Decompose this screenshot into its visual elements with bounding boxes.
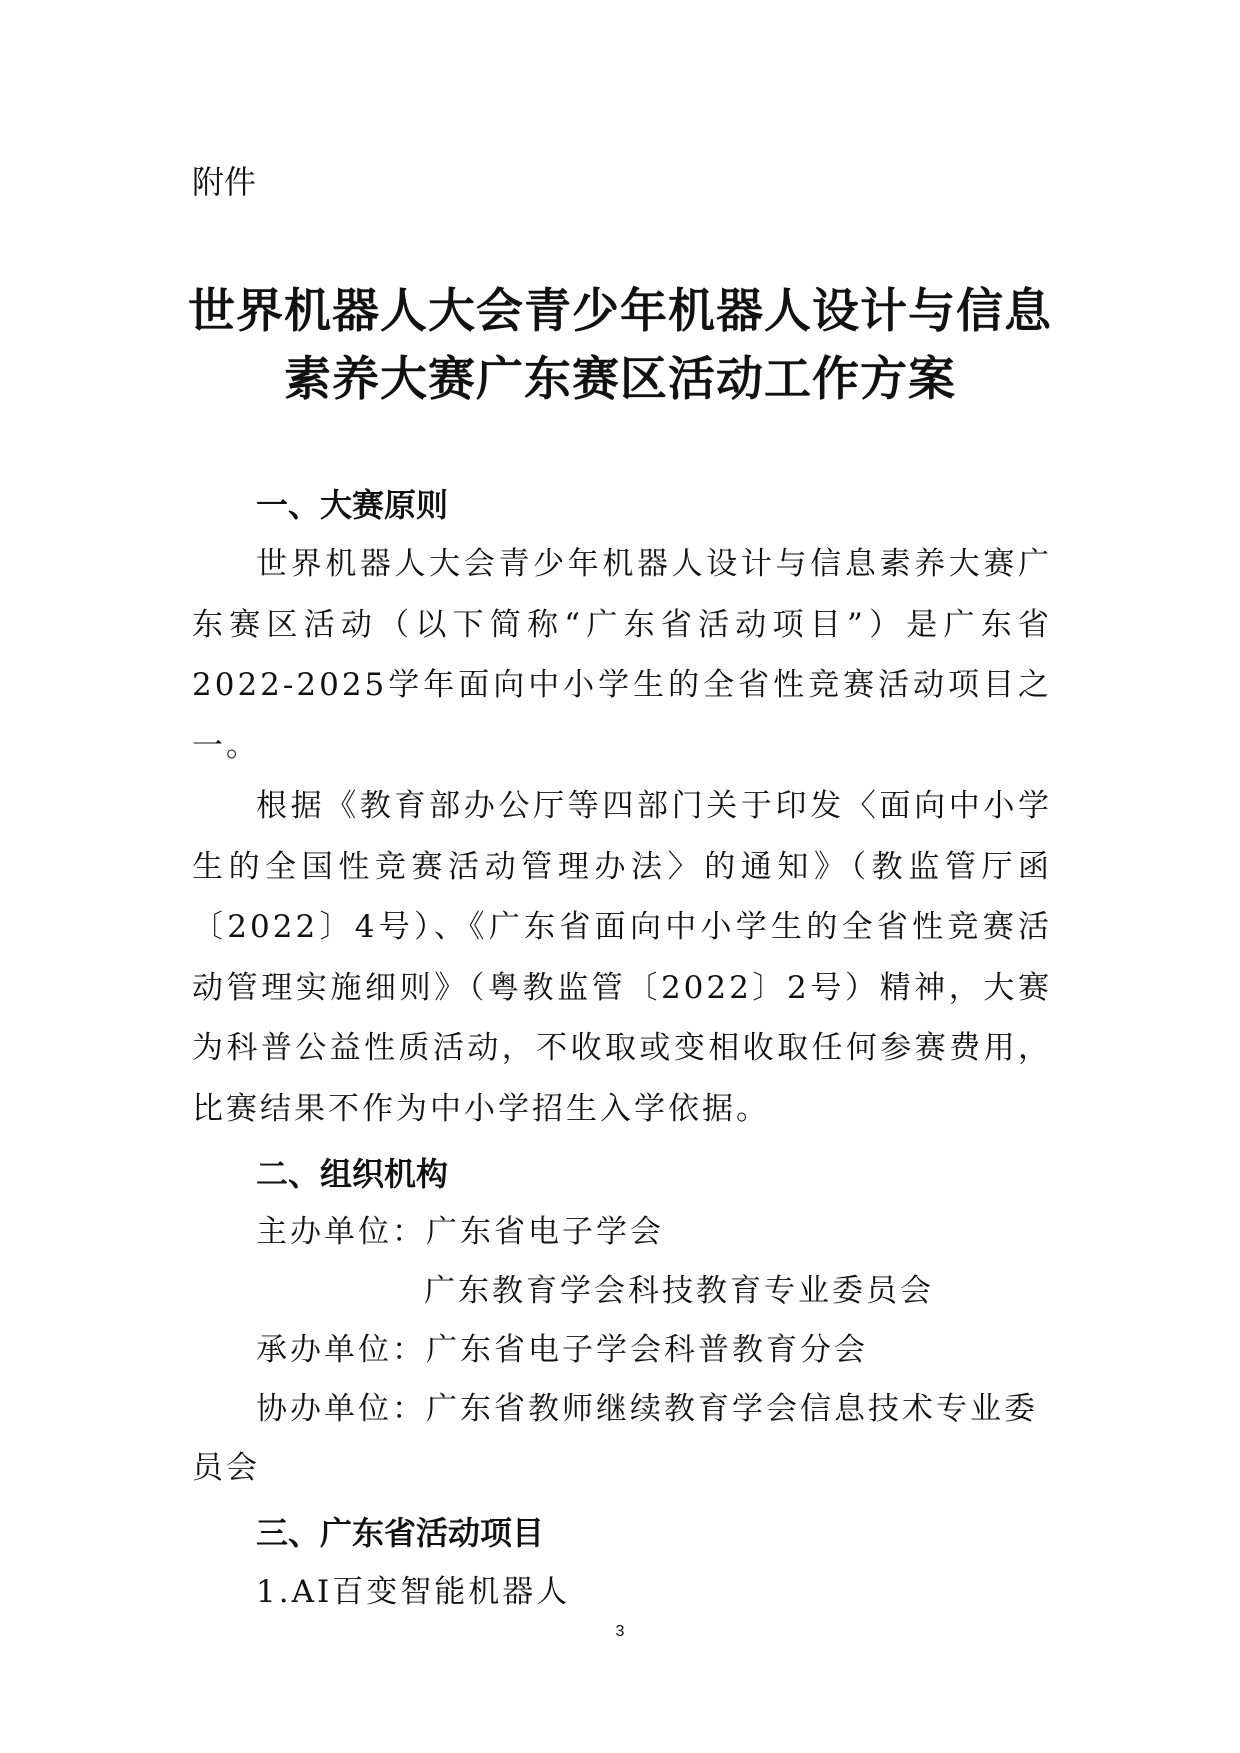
document-title-line-2: 素养大赛广东赛区活动工作方案 <box>284 352 956 407</box>
document-title-line-1: 世界机器人大会青少年机器人设计与信息 <box>188 284 1052 339</box>
organizer-role-label: 承办单位： <box>256 1332 426 1368</box>
co-organizer-role-label: 协办单位： <box>256 1391 426 1427</box>
host-name-2: 广东教育学会科技教育专业委员会 <box>424 1273 934 1309</box>
co-organizer-name: 广东省教师继续教育学会信息技术专业委员会 <box>192 1391 1038 1486</box>
host-row-continued <box>192 1262 1052 1321</box>
co-organizer-row <box>192 1380 1052 1498</box>
organizer-name: 广东省电子学会科普教育分会 <box>426 1332 868 1368</box>
section-heading-principles: 一、大赛原则 <box>256 486 449 524</box>
principles-paragraph-2: 根据《教育部办公厅等四部门关于印发〈面向中小学生的全国性竞赛活动管理办法〉的通知》（教监管厅函〔2022〕4号）、《广东省面向中小学生的全省性竞赛活动管理实施细则》（粤教监管〔2022〕2号）精神，大赛为科普公益性质活动，不收取或变相收取任何参赛费用，比赛结果不作为中小学招生入学依据。 <box>192 788 1052 1127</box>
section-heading-projects: 三、广东省活动项目 <box>256 1514 545 1552</box>
page-number: 3 <box>615 1623 625 1640</box>
organizer-row <box>192 1321 1052 1380</box>
host-role-label: 主办单位： <box>256 1214 426 1250</box>
section-heading-organization: 二、组织机构 <box>256 1155 449 1193</box>
project-item-1: 1.AI百变智能机器人 <box>256 1574 571 1610</box>
principles-paragraph-1: 世界机器人大会青少年机器人设计与信息素养大赛广东赛区活动（以下简称“广东省活动项目”）是广东省2022-2025学年面向中小学生的全省性竞赛活动项目之一。 <box>192 546 1052 764</box>
document-title <box>150 278 1090 414</box>
host-name-1: 广东省电子学会 <box>426 1214 664 1250</box>
document-body <box>192 476 1052 1622</box>
host-row <box>192 1203 1052 1262</box>
attachment-label: 附件 <box>192 163 257 201</box>
